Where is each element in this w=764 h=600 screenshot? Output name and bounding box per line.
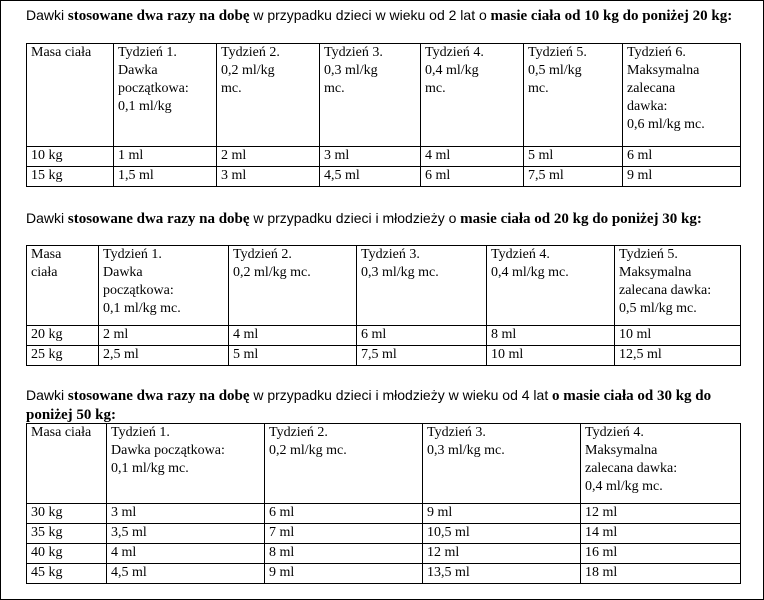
dose-cell: 8 ml [487, 326, 615, 346]
dose-table-30-50kg [26, 423, 741, 584]
dose-cell: 9 ml [423, 504, 581, 524]
section3-title-d: o masie ciała od 30 kg do poniżej 50 kg: [26, 388, 712, 423]
header-label: Tydzień 4. 0,4 ml/kg mc. [491, 247, 569, 280]
dose-cell: 2 ml [99, 326, 229, 346]
header-label: Tydzień 2. 0,2 ml/kg mc. [221, 45, 280, 96]
dose-cell: 3 ml [320, 147, 421, 167]
dose-cell: 13,5 ml [423, 564, 581, 584]
dose-cell: 4 ml [229, 326, 357, 346]
section3-title-a: Dawki [26, 387, 65, 403]
section2-title-d: masie ciała od 20 kg do poniżej 30 kg: [460, 211, 702, 227]
header-label: Masa ciała [31, 45, 92, 60]
weight-cell: 40 kg [27, 544, 107, 564]
dose-cell: 7,5 ml [524, 167, 623, 187]
header-label: Tydzień 2. 0,2 ml/kg mc. [269, 425, 347, 458]
header-label: Tydzień 1. Dawka początkowa: 0,1 ml/kg mc. [103, 247, 181, 316]
header-label: Tydzień 1. Dawka początkowa: 0,1 ml/kg [118, 45, 189, 114]
dose-cell: 12,5 ml [615, 346, 741, 366]
section3-title-b: stosowane dwa razy na dobę [67, 388, 250, 404]
dose-table-20-30kg [26, 245, 741, 366]
dose-cell: 7 ml [265, 524, 423, 544]
table-row [27, 326, 741, 346]
dose-cell: 9 ml [265, 564, 423, 584]
dose-cell: 4 ml [421, 147, 524, 167]
weight-cell: 20 kg [27, 326, 99, 346]
header-label: Tydzień 6. Maksymalna zalecana dawka: 0,6 ml/kg mc. [627, 45, 705, 132]
header-label: Masa ciała [31, 425, 92, 440]
dose-cell: 2 ml [217, 147, 320, 167]
header-label: Masa ciała [31, 247, 62, 280]
header-cell-week-1 [114, 44, 217, 147]
dose-cell: 4,5 ml [107, 564, 265, 584]
header-cell-week-6 [623, 44, 741, 147]
header-cell-week-2 [265, 424, 423, 504]
section3-title-c: w przypadku dzieci i młodzieży w wieku od 4 lat [253, 387, 549, 403]
header-label: Tydzień 4. 0,4 ml/kg mc. [425, 45, 484, 96]
dose-cell: 9 ml [623, 167, 741, 187]
dose-cell: 1,5 ml [114, 167, 217, 187]
table-row [27, 564, 741, 584]
weight-cell: 30 kg [27, 504, 107, 524]
header-cell-week-2 [217, 44, 320, 147]
table-header-row [27, 44, 741, 147]
dose-cell: 6 ml [421, 167, 524, 187]
dose-cell: 10 ml [615, 326, 741, 346]
header-cell-weight [27, 44, 114, 147]
header-label: Tydzień 3. 0,3 ml/kg mc. [361, 247, 439, 280]
table-row [27, 147, 741, 167]
table-row [27, 524, 741, 544]
section1-title-a: Dawki [26, 7, 65, 23]
section1-title [26, 6, 738, 26]
dose-cell: 12 ml [581, 504, 741, 524]
section2-title-a: Dawki [26, 210, 65, 226]
header-label: Tydzień 5. 0,5 ml/kg mc. [528, 45, 587, 96]
header-label: Tydzień 3. 0,3 ml/kg mc. [324, 45, 383, 96]
header-cell-week-4 [421, 44, 524, 147]
header-label: Tydzień 5. Maksymalna zalecana dawka: 0,5 ml/kg mc. [619, 247, 712, 316]
dose-cell: 14 ml [581, 524, 741, 544]
table-row [27, 504, 741, 524]
dose-cell: 3,5 ml [107, 524, 265, 544]
weight-cell: 15 kg [27, 167, 114, 187]
header-cell-week-1 [99, 246, 229, 326]
dose-cell: 10,5 ml [423, 524, 581, 544]
table-header-row [27, 424, 741, 504]
weight-cell: 35 kg [27, 524, 107, 544]
dose-cell: 7,5 ml [357, 346, 487, 366]
header-cell-weight [27, 246, 99, 326]
dose-cell: 5 ml [229, 346, 357, 366]
section2-title [26, 209, 738, 229]
header-cell-week-5 [524, 44, 623, 147]
dose-table-10-20kg [26, 43, 741, 187]
section3-title [26, 386, 738, 425]
header-cell-week-3 [320, 44, 421, 147]
dose-cell: 10 ml [487, 346, 615, 366]
header-label: Tydzień 2. 0,2 ml/kg mc. [233, 247, 311, 280]
dose-cell: 16 ml [581, 544, 741, 564]
header-cell-weight [27, 424, 107, 504]
header-label: Tydzień 3. 0,3 ml/kg mc. [427, 425, 505, 458]
dose-cell: 6 ml [357, 326, 487, 346]
weight-cell: 25 kg [27, 346, 99, 366]
dose-cell: 2,5 ml [99, 346, 229, 366]
header-cell-week-3 [423, 424, 581, 504]
header-cell-week-4 [487, 246, 615, 326]
section2-title-b: stosowane dwa razy na dobę [67, 211, 250, 227]
dose-cell: 6 ml [623, 147, 741, 167]
header-cell-week-1 [107, 424, 265, 504]
header-label: Tydzień 4. Maksymalna zalecana dawka: 0,4 ml/kg mc. [585, 425, 678, 494]
dose-cell: 4,5 ml [320, 167, 421, 187]
weight-cell: 10 kg [27, 147, 114, 167]
header-label: Tydzień 1. Dawka początkowa: 0,1 ml/kg mc. [111, 425, 225, 476]
dose-cell: 18 ml [581, 564, 741, 584]
header-cell-week-2 [229, 246, 357, 326]
dose-cell: 4 ml [107, 544, 265, 564]
dose-cell: 8 ml [265, 544, 423, 564]
section2-title-c: w przypadku dzieci i młodzieży o [253, 210, 457, 226]
section1-title-d: masie ciała od 10 kg do poniżej 20 kg: [490, 8, 733, 24]
table-row [27, 544, 741, 564]
dose-cell: 12 ml [423, 544, 581, 564]
header-cell-week-4 [581, 424, 741, 504]
table-row [27, 167, 741, 187]
table-header-row [27, 246, 741, 326]
header-cell-week-5 [615, 246, 741, 326]
section1-title-c: w przypadku dzieci w wieku od 2 lat o [253, 7, 487, 23]
dose-cell: 3 ml [217, 167, 320, 187]
header-cell-week-3 [357, 246, 487, 326]
dose-cell: 3 ml [107, 504, 265, 524]
section1-title-b: stosowane dwa razy na dobę [67, 8, 250, 24]
weight-cell: 45 kg [27, 564, 107, 584]
table-row [27, 346, 741, 366]
dose-cell: 6 ml [265, 504, 423, 524]
dose-cell: 5 ml [524, 147, 623, 167]
dose-cell: 1 ml [114, 147, 217, 167]
